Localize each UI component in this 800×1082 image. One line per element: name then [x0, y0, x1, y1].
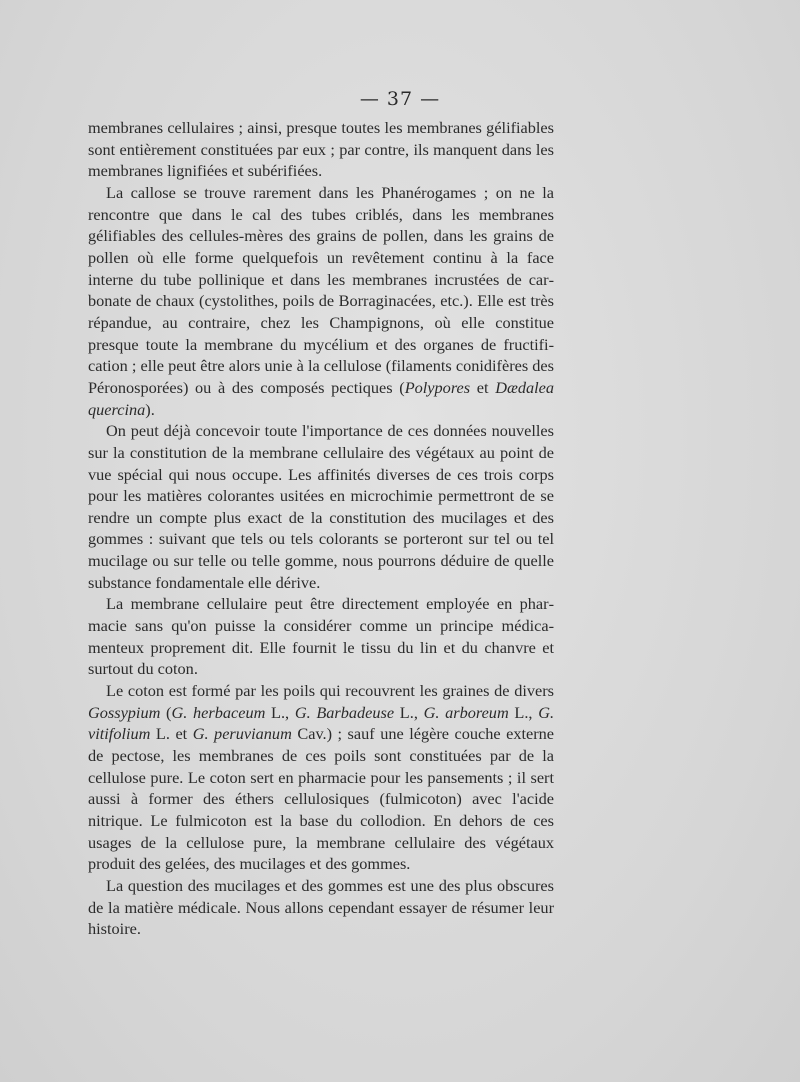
paragraph-5: [88, 680, 554, 875]
italic-taxon: G. herbaceum: [171, 702, 266, 722]
italic-taxon: G. Barbadeuse: [294, 702, 395, 722]
text-segment: L.,: [394, 702, 424, 722]
italic-taxon: G. vitifolium: [88, 702, 555, 744]
body-text: [88, 117, 554, 940]
text-segment: La callose se trouve rarement dans les Phanérogames ; on ne la rencontre que dans le cal des tubes criblés, dans les membranes gélifiables des cellules-mères des grains de pollen, dans les grains de pollen où elle forme quelquefois un revêtement continu à la face interne du tube pollinique et dans les membranes incrustées de carbonate de chaux (cystolithes, poils de Borraginacées, etc.). Elle est très répandue, au contraire, chez les Champignons, où elle constitue presque toute la membrane du mycélium et des organes de fructification ; elle peut être alors unie à la cellulose (filaments conidifères des Péronosporées) ou à des composés pectiques (: [88, 182, 554, 397]
text-segment: La membrane cellulaire peut être directement employée en pharmacie sans qu'on puisse la considérer comme un principe médicamenteux proprement dit. Elle fournit le tissu du lin et du chanvre et surtout du coton.: [88, 594, 554, 679]
paragraph-4: [88, 593, 554, 680]
text-segment: On peut déjà concevoir toute l'importance de ces données nouvelles sur la constitution de la membrane cellulaire des végétaux au point de vue spécial qui nous occupe. Les affinités diverses de ces trois corps pour les matières colorantes usitées en microchimie permettront de se rendre un compte plus exact de la constitution des mucilages et des gommes : suivant que tels ou tels colorants se porteront sur tel ou tel mucilage ou sur telle ou telle gomme, nous pourrons déduire de quelle substance fondamentale elle dérive.: [88, 421, 554, 592]
page-number: — 37 —: [359, 88, 441, 110]
text-segment: et: [470, 377, 496, 397]
italic-taxon: G. peruvianum: [192, 724, 292, 744]
paragraph-3: [88, 420, 554, 593]
paragraph-6: [88, 875, 554, 940]
paragraph-2: [88, 182, 554, 420]
text-segment: L. et: [150, 724, 193, 744]
italic-taxon: G. arboreum: [423, 702, 509, 722]
text-segment: Cav.) ; sauf une légère couche externe de pectose, les membranes de ces poils sont constituées par de la cellulose pure. Le coton sert en pharmacie pour les pansements ; il sert aussi à former des éthers cellulosiques (fulmicoton) avec l'acide nitrique. Le fulmicoton est la base du collodion. En dehors de ces usages de la cellulose pure, la membrane cellulaire des végétaux produit des gelées, des mucilages et des gommes.: [88, 724, 555, 874]
italic-taxon: Gossypium: [88, 702, 161, 722]
italic-taxon: Dædalea quercina: [88, 377, 555, 419]
text-segment: Le coton est formé par les poils qui recouvrent les graines de divers: [106, 681, 554, 701]
italic-taxon: Polypores: [404, 377, 471, 397]
text-segment: ).: [145, 399, 155, 419]
text-segment: La question des mucilages et des gommes est une des plus obscures de la matière médicale. Nous allons cependant essayer de résumer leur histoire.: [88, 875, 554, 939]
text-segment: (: [160, 702, 172, 722]
text-segment: membranes cellulaires ; ainsi, presque toutes les membranes gélifiables sont entièrement constituées par eux ; par contre, ils manquent dans les membranes lignifiées et subérifiées.: [88, 118, 554, 181]
paragraph-1: [88, 117, 554, 182]
text-segment: L.,: [265, 702, 295, 722]
text-segment: L.,: [508, 702, 539, 722]
